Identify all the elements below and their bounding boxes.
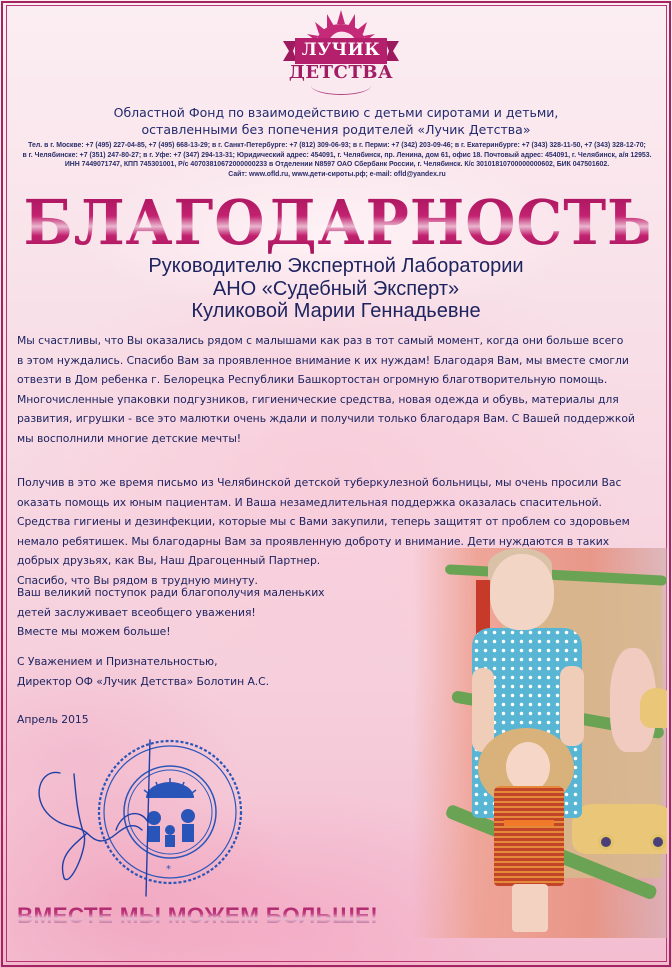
text-line: немало ребятишек. Мы благодарны Вам за проявленную доброту и внимание. Дети нуждаются в таких <box>17 534 610 548</box>
recipient-organization: АНО «Судебный Эксперт» <box>212 277 460 300</box>
text-line: Ваш великий поступок ради благополучия маленьких <box>17 586 325 599</box>
svg-text:*: * <box>166 864 171 875</box>
doll-legs <box>512 884 548 932</box>
recipient-position: Руководителю Экспертной Лаборатории <box>148 255 524 277</box>
contacts-phones: Тел. в г. Москве: +7 (495) 227-04-85, +7 (495) 668-13-29; в г. Санкт-Петербурге: +7 (812) 309-06-93; в г. Перми: +7 (342) 203-09-46; в г. Екатеринбурге: +7 (343) 328-11-50, +7 (343) 328-12-70; <box>28 142 646 149</box>
document-title: БЛАГОДАРНОСТЬ <box>23 186 656 259</box>
logo-arc <box>311 76 371 95</box>
toy-car-bottom <box>572 804 667 854</box>
date: Апрель 2015 <box>17 713 89 726</box>
signatory: Директор ОФ «Лучик Детства» Болотин А.С. <box>17 674 270 688</box>
contacts-bank-details: ИНН 7449071747, КПП 745301001, Р/с 40703810672000000233 в Отделении N8597 ОАО Сбербанк России, г. Челябинск. К/с 30101810700000000602, БИК 047501602. <box>64 161 610 169</box>
doll-face <box>506 742 550 792</box>
toy-car-top <box>640 688 667 728</box>
director-signature <box>30 738 160 898</box>
child-arm <box>560 666 584 746</box>
text-line: детей заслуживает всеобщего уважения! <box>17 605 256 619</box>
text-line: оказать помощь их юным пациентам. И Ваша незамедлительная поддержка оказалась спасительной. <box>17 495 602 509</box>
contact-details <box>12 141 662 179</box>
text-line: развития, игрушки - все это малютки очень ждали и получили только благодаря Вам. С Вашей поддержкой <box>17 412 635 426</box>
child-face <box>490 554 554 630</box>
text-line: Спасибо, что Вы рядом в трудную минуту. <box>17 573 258 587</box>
closing-salutation: С Уважением и Признательностью, <box>17 655 218 668</box>
text-line: в этом нуждались. Спасибо Вам за проявленное внимание к их нуждам! Благодаря Вам, мы вместе смогли <box>17 353 629 367</box>
org-name-line2: оставленными без попечения родителей «Лучик Детства» <box>141 122 531 137</box>
slogan: ВМЕСТЕ МЫ МОЖЕМ БОЛЬШЕ! <box>17 903 379 928</box>
text-line: Средства гигиены и дезинфекции, которые мы с Вами закупили, теперь защитят от проблем со здоровьем <box>17 515 630 529</box>
org-name-line1: Областной Фонд по взаимодействию с детьми сиротами и детьми, <box>113 105 559 120</box>
contacts-website-email: Сайт: www.ofld.ru, www.дети-сироты.рф; e-mail: ofld@yandex.ru <box>228 170 446 178</box>
doll-belt <box>504 820 554 826</box>
paragraph-3 <box>17 583 377 642</box>
logo-text-line1: ЛУЧИК <box>301 40 381 60</box>
text-line: отвезти в Дом ребенка г. Белорецка Республики Башкортостан огромную благотворительную помощь. <box>17 373 608 387</box>
logo-text-line2: ДЕТСТВА <box>288 62 394 83</box>
organization-name <box>0 104 672 138</box>
text-line: Вместе мы можем больше! <box>17 625 171 639</box>
recipient-name: Куликовой Марии Геннадьевне <box>191 300 481 322</box>
paragraph-1 <box>17 331 657 449</box>
text-line: добрых друзьях, как Вы, Наш Драгоценный Партнер. <box>17 554 321 568</box>
text-line: Получив в это же время письмо из Челябинской детской туберкулезной больницы, мы очень просили Вас <box>17 476 622 489</box>
logo <box>283 10 399 96</box>
contacts-addresses: в г. Челябинске: +7 (351) 247-80-27; в г. Уфе: +7 (347) 294-13-31; Юридический адрес: 454091, г. Челябинск, пр. Ленина, дом 61, офис 18. Почтовый адрес: 454091, г. Челябинск, а/я 12953. <box>22 151 652 159</box>
text-line: мы восполнили многие детские мечты! <box>17 431 242 445</box>
doll-dress <box>494 786 564 886</box>
text-line: Многочисленные упаковки подгузников, гигиенические средства, новая одежда и обувь, материалы для <box>17 392 619 406</box>
closing-signoff <box>17 652 377 691</box>
text-line: Мы счастливы, что Вы оказались рядом с малышами как раз в тот самый момент, когда они больше всего <box>17 334 624 347</box>
recipient-block <box>0 255 672 323</box>
child-photo <box>412 548 667 938</box>
